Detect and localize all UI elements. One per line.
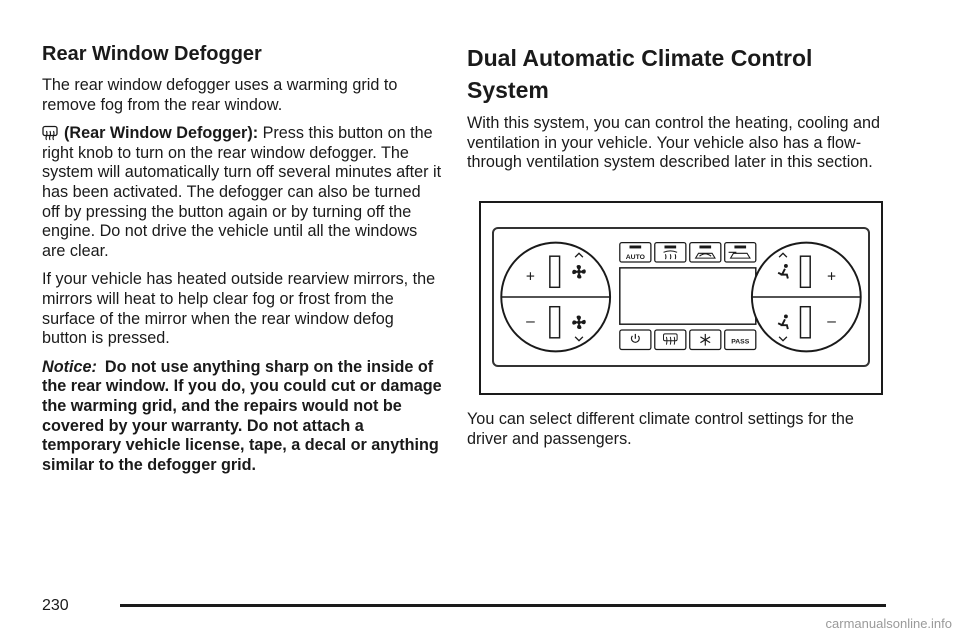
watermark: carmanualsonline.info: [825, 616, 952, 631]
front-defrost-button[interactable]: [655, 243, 686, 262]
climate-control-panel: [492, 227, 870, 367]
climate-control-heading: Dual Automatic Climate Control System: [467, 45, 813, 103]
notice-paragraph: [42, 358, 442, 476]
defogger-button-label: (Rear Window Defogger):: [64, 124, 259, 143]
right-column-after-panel: [467, 410, 897, 449]
left-knob-plus: +: [525, 268, 535, 286]
power-button[interactable]: [620, 330, 651, 349]
right-knob-minus: –: [827, 313, 836, 331]
climate-panel-drawing: [494, 229, 868, 365]
center-button-cluster: [620, 243, 756, 350]
pass-label: PASS: [731, 338, 750, 346]
page-number: 230: [42, 597, 69, 614]
right-mode-knob: [752, 243, 861, 352]
defogger-button-text: Press this button on the right knob to turn on the rear window defogger. The system will automatically turn off several minutes after it has been activated. The defogger can also be turned off by pressing the button again or by turning off the engine. Do not drive the vehicle until all the windows are clear.: [42, 124, 442, 260]
rear-defog-button[interactable]: [655, 330, 686, 349]
defogger-button-paragraph: [42, 124, 442, 261]
left-knob-minus: –: [526, 313, 535, 331]
notice-label: Notice:: [42, 357, 97, 376]
auto-button[interactable]: [620, 243, 651, 262]
defogger-intro-paragraph: The rear window defogger uses a warming grid to remove fog from the rear window.: [42, 76, 398, 114]
left-temperature-knob: [501, 243, 610, 352]
passenger-button[interactable]: [725, 330, 756, 349]
outside-air-button[interactable]: [725, 243, 756, 262]
climate-panel-illustration: [479, 201, 883, 395]
air-conditioning-button[interactable]: [690, 330, 721, 349]
footer-rule: [120, 604, 886, 607]
recirculation-button[interactable]: [690, 243, 721, 262]
rear-defog-icon: [42, 125, 58, 141]
right-column: [467, 42, 897, 182]
notice-text: Do not use anything sharp on the inside of the rear window. If you do, you could cut or damage the warming grid, and the repairs would not be covered by your warranty. Do not attach a temporary vehicle license, tape, a decal or anything similar to the defogger grid.: [42, 357, 442, 474]
auto-label: AUTO: [625, 254, 645, 262]
climate-settings-paragraph: You can select different climate control settings for the driver and passengers.: [467, 410, 854, 448]
climate-intro-paragraph: With this system, you can control the heating, cooling and ventilation in your vehicle. Your vehicle also has a flow-through ventilation system described later in this section.: [467, 114, 881, 172]
right-knob-plus: +: [827, 268, 837, 286]
heated-mirrors-paragraph: If your vehicle has heated outside rearview mirrors, the mirrors will heat to help clear fog or frost from the surface of the mirror when the rear window defog button is pressed.: [42, 270, 436, 348]
climate-display: [620, 268, 756, 324]
left-column: [42, 42, 442, 484]
rear-window-defogger-heading: Rear Window Defogger: [42, 43, 262, 65]
